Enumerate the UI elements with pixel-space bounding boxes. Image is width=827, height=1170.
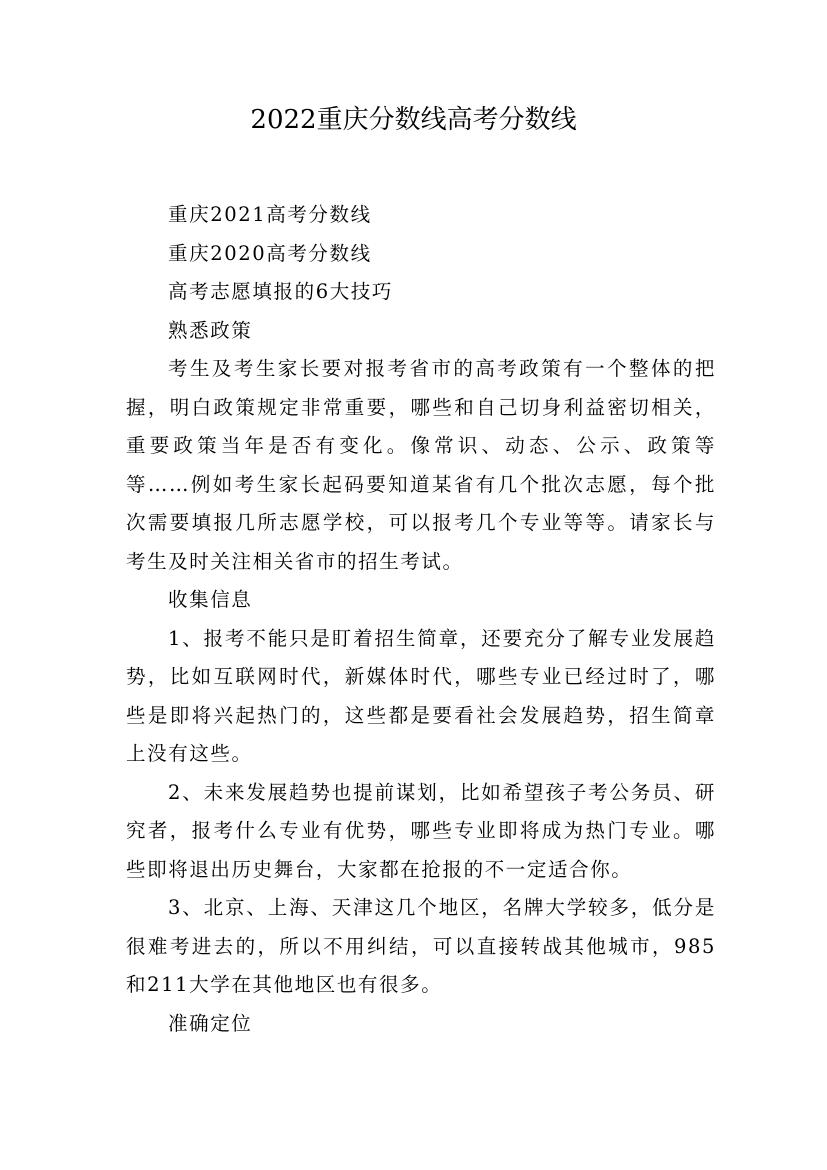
heading-collect-info: 收集信息 xyxy=(168,588,253,611)
heading-know-policy: 熟悉政策 xyxy=(168,318,253,342)
heading-2020-scores: 重庆2020高考分数线 xyxy=(168,241,372,265)
heading-positioning: 准确定位 xyxy=(168,1011,253,1035)
document-title: 2022重庆分数线高考分数线 xyxy=(250,105,577,135)
paragraph-point-1: 1、报考不能只是盯着招生简章，还要充分了解专业发展趋势，比如互联网时代，新媒体时代，哪些专业已经过时了，哪些是即将兴起热门的，这些都是要看社会发展趋势，招生简章上没有这些。 xyxy=(126,626,716,765)
heading-2021-scores: 重庆2021高考分数线 xyxy=(168,203,372,226)
heading-six-tips: 高考志愿填报的6大技巧 xyxy=(168,280,394,303)
paragraph-point-3: 3、北京、上海、天津这几个地区，名牌大学较多，低分是很难考进去的，所以不用纠结，可以直接转战其他城市，985和211大学在其他地区也有很多。 xyxy=(126,896,716,996)
document-body xyxy=(126,196,716,1043)
paragraph-policy: 考生及考生家长要对报考省市的高考政策有一个整体的把握，明白政策规定非常重要，哪些和自己切身利益密切相关，重要政策当年是否有变化。像常识、动态、公示、政策等等……例如考生家长起码要知道某省有几个批次志愿，每个批次需要填报几所志愿学校，可以报考几个专业等等。请家长与考生及时关注相关省市的招生考试。 xyxy=(126,357,716,573)
paragraph-point-2: 2、未来发展趋势也提前谋划，比如希望孩子考公务员、研究者，报考什么专业有优势，哪些专业即将成为热门专业。哪些即将退出历史舞台，大家都在抢报的不一定适合你。 xyxy=(126,780,716,881)
